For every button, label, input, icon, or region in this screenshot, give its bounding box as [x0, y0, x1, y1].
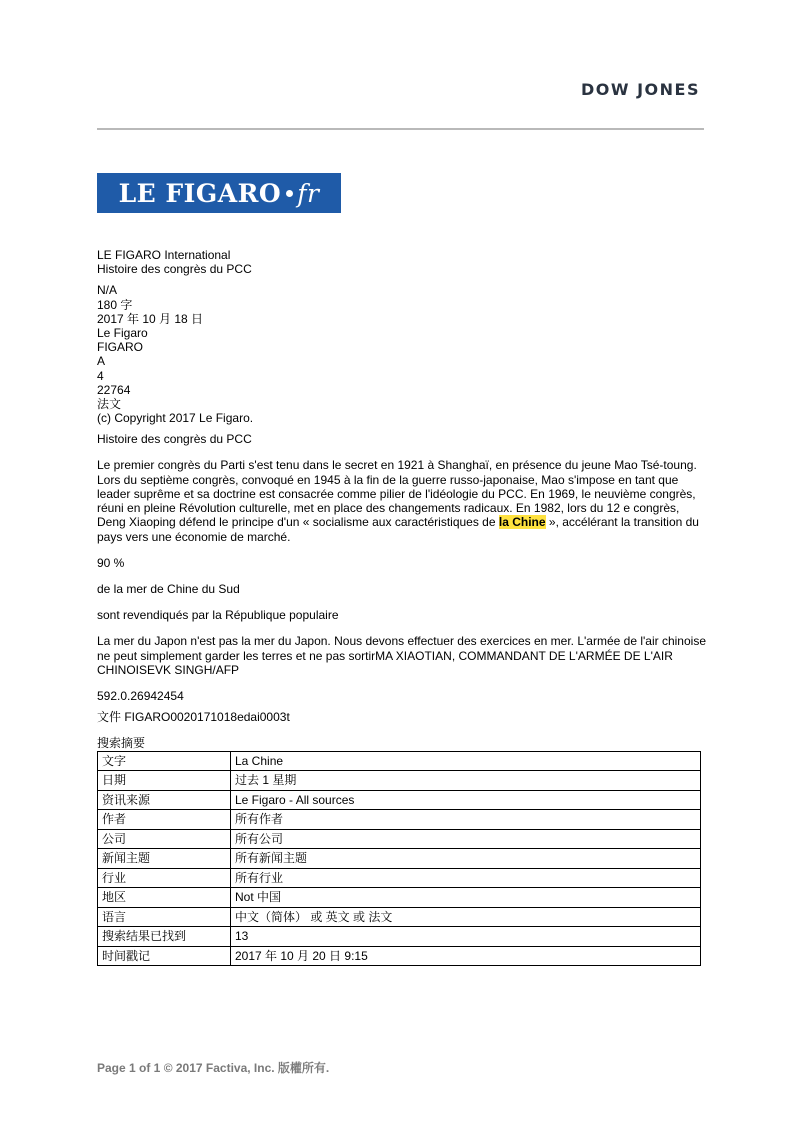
summary-value: 过去 1 星期	[231, 771, 701, 791]
summary-value: 所有公司	[231, 829, 701, 849]
reference-number: 592.0.26942454	[97, 688, 184, 703]
logo-text: LE FIGARO	[118, 178, 282, 208]
summary-key: 搜索结果已找到	[98, 927, 231, 947]
table-row	[98, 751, 701, 771]
le-figaro-logo	[97, 173, 341, 213]
summary-value: 所有新闻主题	[231, 849, 701, 869]
summary-value: 所有行业	[231, 868, 701, 888]
body-text: Le premier congrès du Parti s'est tenu dans le secret en 1921 à Shanghaï, en présence du jeune Mao Tsé-toung. Lors du septième congrès, convoqué en 1945 à la fin de la guerre russo-japonaise, Mao s'impose en tant que leader suprême et sa doctrine est consacrée comme pilier de l'idéologie du PCC. En 1969, le neuvième congrès, réuni en pleine Révolution culturelle, met en place des changements radicaux. En 1982, lors du 12 e congrès, Deng Xiaoping défend le principe d'un « socialisme aux caractéristiques de	[97, 458, 697, 530]
article-subtitle: Histoire des congrès du PCC	[97, 432, 252, 447]
meta-line: (c) Copyright 2017 Le Figaro.	[97, 411, 254, 426]
document-id: 文件 FIGARO0020171018edai0003t	[97, 710, 290, 725]
meta-line: 22764	[97, 382, 131, 397]
table-row	[98, 829, 701, 849]
header-divider	[97, 128, 704, 130]
table-row	[98, 771, 701, 791]
article-headline: Histoire des congrès du PCC	[97, 262, 252, 277]
logo-dot	[286, 190, 293, 197]
table-row	[98, 849, 701, 869]
summary-key: 公司	[98, 829, 231, 849]
article-meta	[97, 283, 707, 425]
summary-key: 时间戳记	[98, 946, 231, 966]
table-row	[98, 868, 701, 888]
meta-line: N/A	[97, 283, 118, 298]
meta-line: 4	[97, 368, 104, 383]
summary-key: 日期	[98, 771, 231, 791]
stat-caption: sont revendiqués par la République populaire	[97, 608, 339, 623]
stat-value: 90 %	[97, 555, 125, 570]
meta-line: 法文	[97, 396, 122, 411]
article-quote: La mer du Japon n'est pas la mer du Japon. Nous devons effectuer des exercices en mer. L'armée de l'air chinoise ne peut simplement garder les terres et ne pas sortirMA XIAOTIAN, COMMANDANT DE L'ARMÉE DE L'AIR CHINOISEVK SINGH/AFP	[97, 634, 706, 677]
summary-value: Le Figaro - All sources	[231, 790, 701, 810]
summary-key: 文字	[98, 751, 231, 771]
table-row	[98, 927, 701, 947]
search-term-highlight: la Chine	[498, 515, 546, 530]
logo-suffix: fr	[297, 178, 320, 208]
meta-line: FIGARO	[97, 340, 144, 355]
table-row	[98, 907, 701, 927]
table-row	[98, 810, 701, 830]
summary-key: 新闻主题	[98, 849, 231, 869]
summary-key: 资讯来源	[98, 790, 231, 810]
summary-value: 所有作者	[231, 810, 701, 830]
summary-key: 地区	[98, 888, 231, 908]
summary-value: La Chine	[231, 751, 701, 771]
article-body	[97, 458, 707, 543]
summary-value: Not 中国	[231, 888, 701, 908]
table-row	[98, 790, 701, 810]
summary-key: 语言	[98, 907, 231, 927]
summary-value: 2017 年 10 月 20 日 9:15	[231, 946, 701, 966]
search-summary-table	[97, 751, 701, 967]
table-row	[98, 888, 701, 908]
summary-key: 行业	[98, 868, 231, 888]
summary-value: 13	[231, 927, 701, 947]
stat-caption: de la mer de Chine du Sud	[97, 581, 240, 596]
summary-value: 中文（简体） 或 英文 或 法文	[231, 907, 701, 927]
body-text: », accélérant la transition du pays vers une économie de marché.	[97, 515, 699, 544]
page-footer: Page 1 of 1 © 2017 Factiva, Inc. 版權所有.	[97, 1061, 330, 1075]
search-summary-title: 搜索摘要	[97, 736, 146, 751]
table-row	[98, 946, 701, 966]
summary-key: 作者	[98, 810, 231, 830]
dow-jones-logo: DOW JONES	[581, 80, 700, 99]
article-section: LE FIGARO International	[97, 248, 231, 262]
meta-line: 2017 年 10 月 18 日	[97, 311, 204, 326]
article-content	[97, 248, 707, 966]
meta-line: Le Figaro	[97, 325, 148, 340]
meta-line: 180 字	[97, 297, 133, 312]
meta-line: A	[97, 354, 106, 369]
